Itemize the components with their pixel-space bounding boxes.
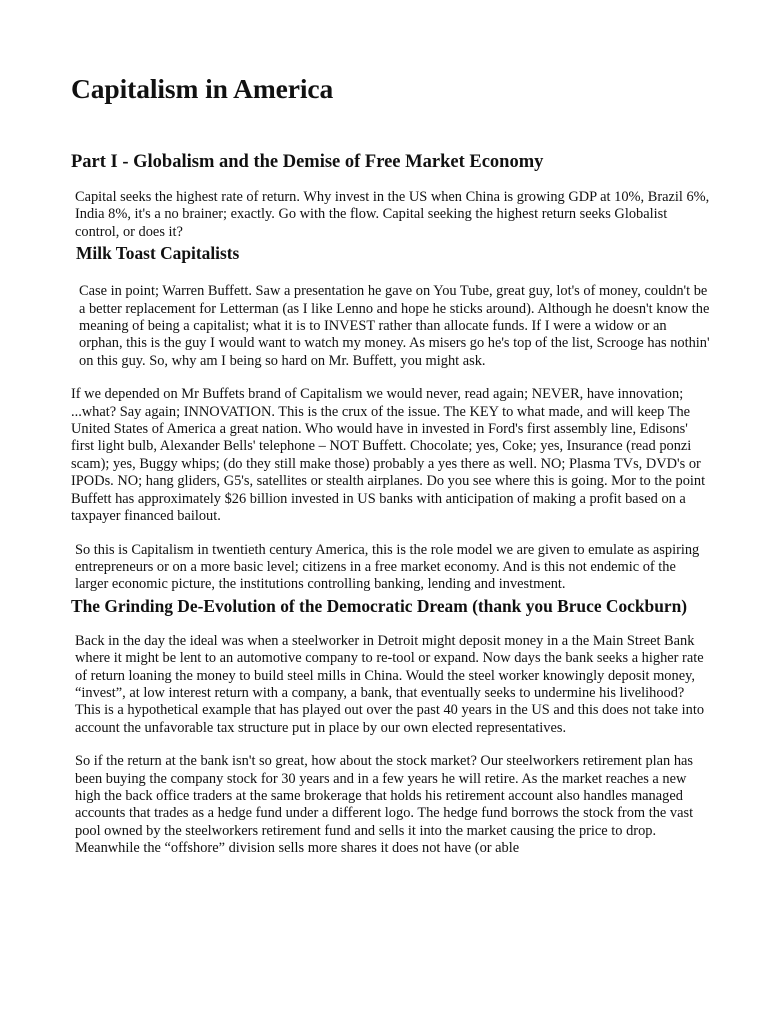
paragraph-innovation: If we depended on Mr Buffets brand of Capitalism we would never, read again; NEVER, have innovation; ...what? Say again; INNOVATION. This is the crux of the issue. The KEY to what made, and will keep The United States of America a great nation. Who would have in invested in Ford's first assembly line, Edisons' first light bulb, Alexander Bells' telephone – NOT Buffett. Chocolate; yes, Coke; yes, Insurance (read ponzi scam); yes, Buggy whips; (do they still make those) probably a yes there as well. NO; Plasma TVs, DVD's or IPODs. NO; hang gliders, G5's, satellites or stealth airplanes. Do you see where this is going. Mor to the point Buffett has approximately $26 billion invested in US banks with anticipation of making a profit based on a taxpayer financed bailout.	[71, 386, 706, 525]
paragraph-buffett: Case in point; Warren Buffett. Saw a presentation he gave on You Tube, great guy, lot's of money, couldn't be a better replacement for Letterman (as I like Lenno and hope he sticks around). Although he doesn't know the meaning of being a capitalist; what it is to INVEST rather than allocate funds. If I were a widow or an orphan, this is the guy I would want to watch my money. As misers go he's top of the list, Scrooge has nothin' on this guy. So, why am I being so hard on Mr. Buffett, you might ask.	[79, 283, 710, 369]
paragraph-steelworker: Back in the day the ideal was when a steelworker in Detroit might deposit money in a the Main Street Bank where it might be lent to an automotive company to re-tool or expand. Now days the bank seeks a higher rate of return loaning the money to build steel mills in China. Would the steel worker knowingly deposit money, “invest”, at low interest return with a company, a bank, that eventually seeks to undermine his livelihood? This is a hypothetical example that has played out over the past 40 years in the US and this does not take into account the unfavorable tax structure put in place by our own elected representatives.	[75, 632, 705, 736]
section-heading-grinding: The Grinding De-Evolution of the Democratic Dream (thank you Bruce Cockburn)	[71, 595, 688, 616]
paragraph-stock-market: So if the return at the bank isn't so great, how about the stock market? Our steelworkers retirement plan has been buying the company stock for 30 years and in a few years he will retire. As the market reaches a new high the back office traders at the same brokerage that holds his retirement account also handles managed accounts that trades as a hedge fund under a different logo. The hedge fund borrows the stock from the vast pool owned by the steelworkers retirement fund and sells it into the market causing the price to drop. Meanwhile the “offshore” division sells more shares it does not have (or able	[75, 753, 694, 857]
document-page	[71, 72, 711, 858]
document-title: Capitalism in America	[71, 73, 334, 104]
section-heading-milk-toast: Milk Toast Capitalists	[76, 243, 240, 264]
paragraph-role-model: So this is Capitalism in twentieth century America, this is the role model we are given to emulate as aspiring entrepreneurs or on a more basic level; citizens in a free market economy. And is this not endemic of the larger economic picture, the institutions controlling banking, lending and investment.	[75, 541, 700, 593]
intro-paragraph: Capital seeks the highest rate of return. Why invest in the US when China is growing GDP at 10%, Brazil 6%, India 8%, it's a no brainer; exactly. Go with the flow. Capital seeking the highest return seeks Globalist control, or does it?	[75, 189, 710, 240]
part-heading: Part I - Globalism and the Demise of Free Market Economy	[71, 152, 544, 172]
